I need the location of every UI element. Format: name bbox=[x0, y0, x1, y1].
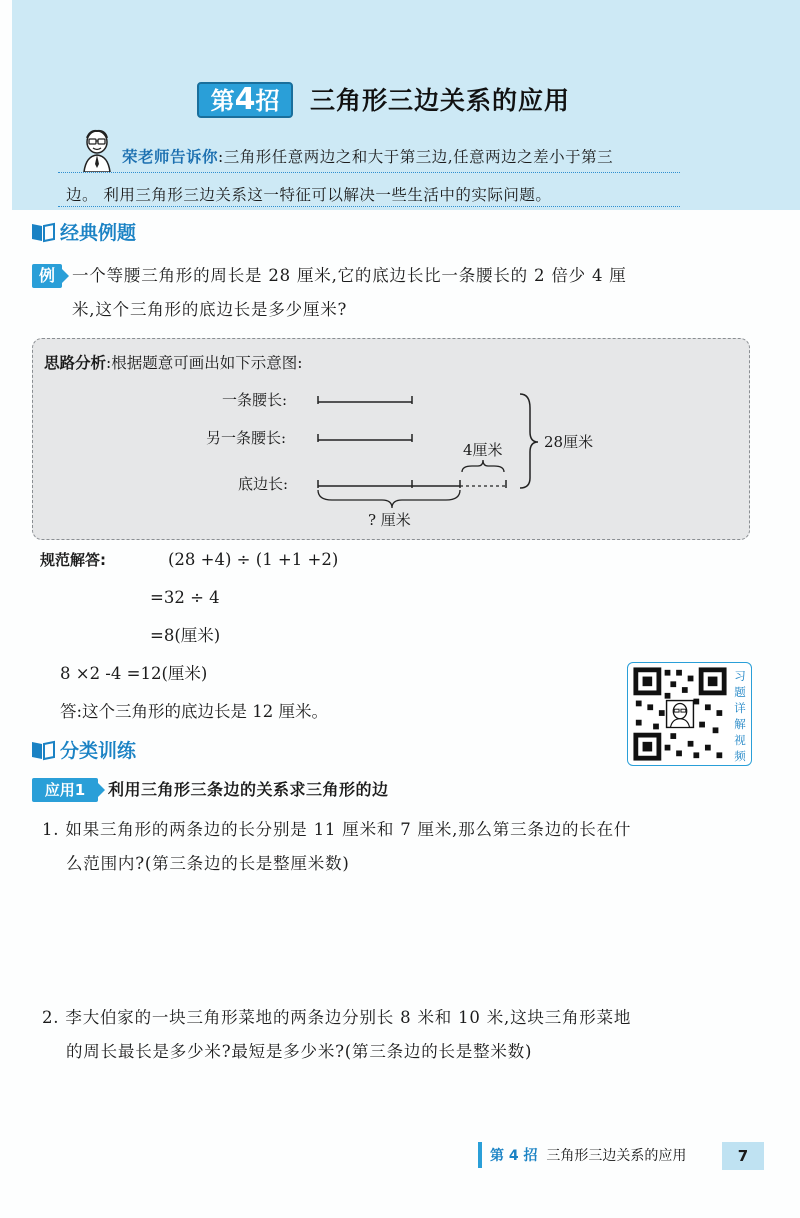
qr-caption-char: 视 bbox=[734, 733, 746, 747]
section-title: 经典例题 bbox=[60, 222, 137, 244]
qr-caption-char: 解 bbox=[734, 717, 746, 731]
dotted-rule bbox=[58, 172, 680, 173]
leg1-label: 一条腰长: bbox=[222, 391, 288, 409]
example-badge-arrow bbox=[61, 268, 69, 284]
solution-label: 规范解答: bbox=[40, 551, 106, 569]
page-number: 7 bbox=[722, 1142, 764, 1170]
example-line-2: 米,这个三角形的底边长是多少厘米? bbox=[72, 300, 348, 319]
section-title: 分类训练 bbox=[60, 740, 137, 762]
application-badge-arrow bbox=[97, 782, 105, 798]
section-heading-training bbox=[30, 738, 136, 764]
section-heading-examples bbox=[30, 220, 136, 246]
qr-caption-char: 频 bbox=[734, 749, 746, 763]
footer-chapter: 第 4 招 bbox=[490, 1148, 538, 1164]
leg2-label: 另一条腰长: bbox=[206, 429, 287, 447]
analysis-label: 思路分析 bbox=[44, 354, 107, 372]
solution-step-1: (28 +4) ÷ (1 +1 +2) bbox=[168, 550, 339, 569]
tip-label: 荣老师告诉你 bbox=[122, 148, 219, 166]
qr-code-icon[interactable] bbox=[632, 666, 728, 762]
teacher-avatar-icon bbox=[78, 128, 116, 172]
footer-running-title bbox=[490, 1144, 686, 1168]
total-label: 28厘米 bbox=[544, 433, 594, 451]
base-label: 底边长: bbox=[238, 475, 289, 493]
qr-caption-char: 习 bbox=[734, 669, 746, 683]
book-icon bbox=[30, 739, 56, 761]
footer-title: 三角形三边关系的应用 bbox=[546, 1148, 687, 1164]
question-1-line-2: 么范围内?(第三条边的长是整厘米数) bbox=[66, 854, 350, 873]
example-line-1: 一个等腰三角形的周长是 28 厘米,它的底边长比一条腰长的 2 倍少 4 厘 bbox=[72, 266, 627, 285]
chapter-badge bbox=[197, 82, 293, 118]
book-icon bbox=[30, 221, 56, 243]
solution-step-2: =32 ÷ 4 bbox=[150, 588, 220, 607]
badge-prefix: 第 bbox=[210, 87, 235, 115]
solution-line-1 bbox=[40, 548, 106, 572]
badge-number: 4 bbox=[234, 82, 256, 117]
solution-step-3: =8(厘米) bbox=[150, 626, 221, 645]
tip-text-1: :三角形任意两边之和大于第三边,任意两边之差小于第三 bbox=[218, 148, 614, 166]
example-badge: 例 bbox=[32, 264, 62, 288]
dotted-rule bbox=[58, 206, 680, 207]
tip-line-2: 边。 利用三角形三边关系这一特征可以解决一些生活中的实际问题。 bbox=[66, 186, 552, 204]
diff-label: 4厘米 bbox=[463, 441, 503, 459]
page-title: 三角形三边关系的应用 bbox=[310, 86, 571, 115]
application-title: 利用三角形三条边的关系求三角形的边 bbox=[108, 780, 389, 799]
tip-line-1 bbox=[122, 146, 613, 168]
solution-step-4: 8 ×2 -4 =12(厘米) bbox=[60, 664, 208, 683]
application-badge: 应用1 bbox=[32, 778, 98, 802]
qr-side-caption bbox=[732, 668, 748, 764]
qr-caption-char: 题 bbox=[734, 685, 746, 699]
unknown-label: ? 厘米 bbox=[368, 511, 411, 529]
question-1-line-1: 1. 如果三角形的两条边的长分别是 11 厘米和 7 厘米,那么第三条边的长在什 bbox=[42, 820, 632, 839]
analysis-intro: :根据题意可画出如下示意图: bbox=[106, 354, 303, 372]
solution-answer: 答:这个三角形的底边长是 12 厘米。 bbox=[60, 702, 329, 721]
footer-accent-bar bbox=[478, 1142, 482, 1168]
question-2-line-2: 的周长最长是多少米?最短是多少米?(第三条边的长是整米数) bbox=[66, 1042, 533, 1061]
question-2-line-1: 2. 李大伯家的一块三角形菜地的两条边分别长 8 米和 10 米,这块三角形菜地 bbox=[42, 1008, 632, 1027]
qr-caption-char: 详 bbox=[734, 701, 746, 715]
badge-suffix: 招 bbox=[255, 87, 280, 115]
